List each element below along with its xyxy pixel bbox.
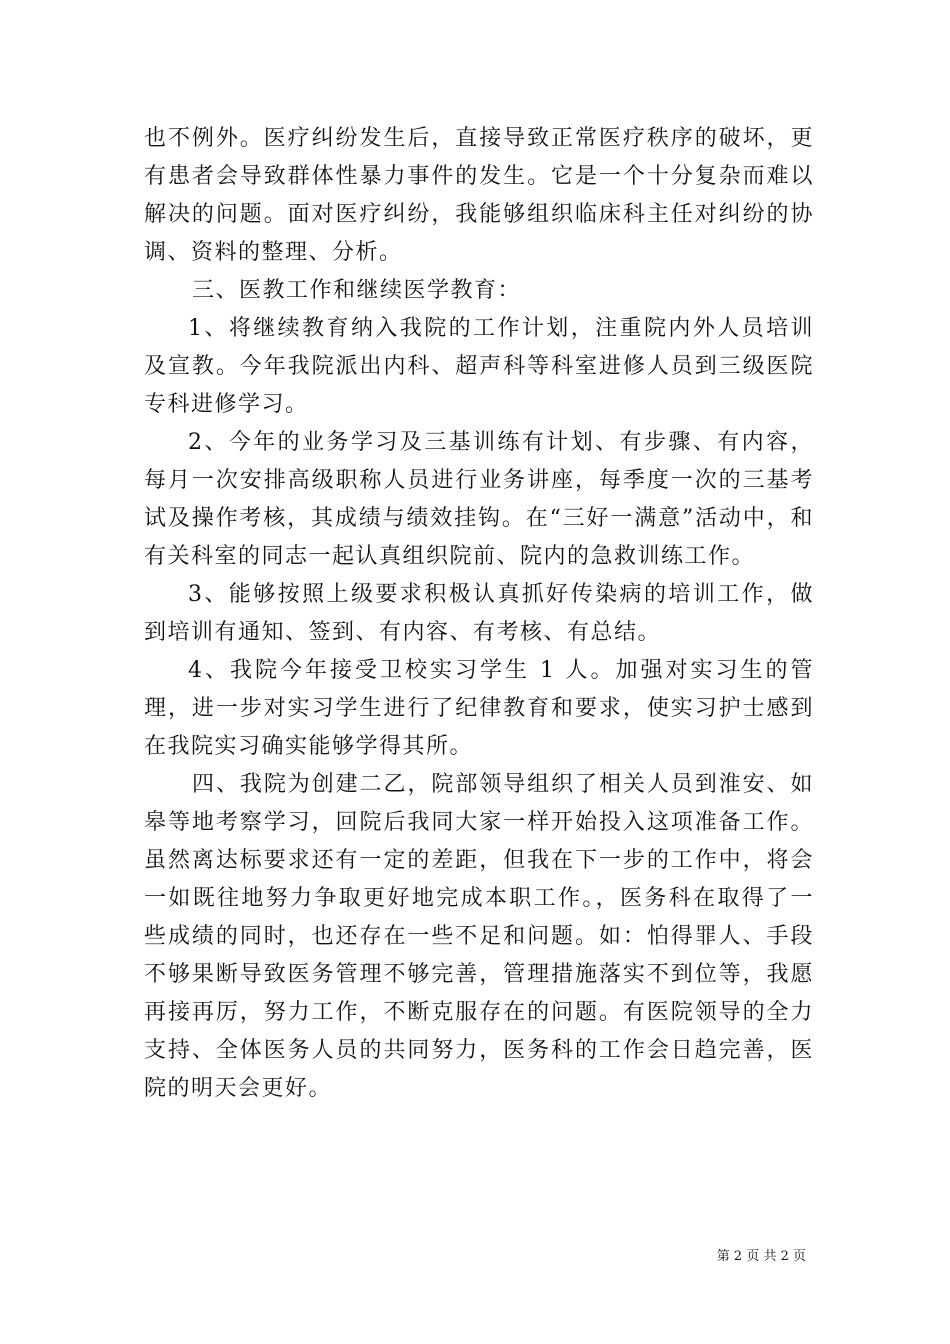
paragraph-item-2: 2、今年的业务学习及三基训练有计划、有步骤、有内容，每月一次安排高级职称人员进行业务讲座，每季度一次的三基考试及操作考核，其成绩与绩效挂钩。在“三好一满意”活动中，和有关科室的同志一起认真组织院前、院内的急救训练工作。 (144, 430, 814, 569)
paragraph-item-3: 3、能够按照上级要求积极认真抓好传染病的培训工作，做到培训有通知、签到、有内容、有考核、有总结。 (144, 582, 814, 645)
section-heading-medical-education: 三、医教工作和继续医学教育： (192, 278, 522, 303)
paragraph-continuation: 也不例外。医疗纠纷发生后，直接导致正常医疗秩序的破坏，更有患者会导致群体性暴力事件的发生。它是一个十分复杂而难以解决的问题。面对医疗纠纷，我能够组织临床科主任对纠纷的协调、资料的整理、分析。 (144, 126, 814, 265)
document-body (144, 120, 814, 1108)
paragraph-section-4: 四、我院为创建二乙，院部领导组织了相关人员到淮安、如皋等地考察学习，回院后我同大家一样开始投入这项准备工作。虽然离达标要求还有一定的差距，但我在下一步的工作中，将会一如既往地努力争取更好地完成本职工作。，医务科在取得了一些成绩的同时，也还存在一些不足和问题。如：怕得罪人、手段不够果断导致医务管理不够完善，管理措施落实不到位等，我愿再接再厉，努力工作，不断克服存在的问题。有医院领导的全力支持、全体医务人员的共同努力，医务科的工作会日趋完善，医院的明天会更好。 (144, 772, 814, 1101)
paragraph-item-4: 4、我院今年接受卫校实习学生 1 人。加强对实习生的管理，进一步对实习学生进行了纪律教育和要求，使实习护士感到在我院实习确实能够学得其所。 (144, 658, 814, 759)
page-number-footer: 第 2 页 共 2 页 (716, 1249, 806, 1264)
paragraph-item-1: 1、将继续教育纳入我院的工作计划，注重院内外人员培训及宣教。今年我院派出内科、超声科等科室进修人员到三级医院专科进修学习。 (144, 316, 814, 417)
